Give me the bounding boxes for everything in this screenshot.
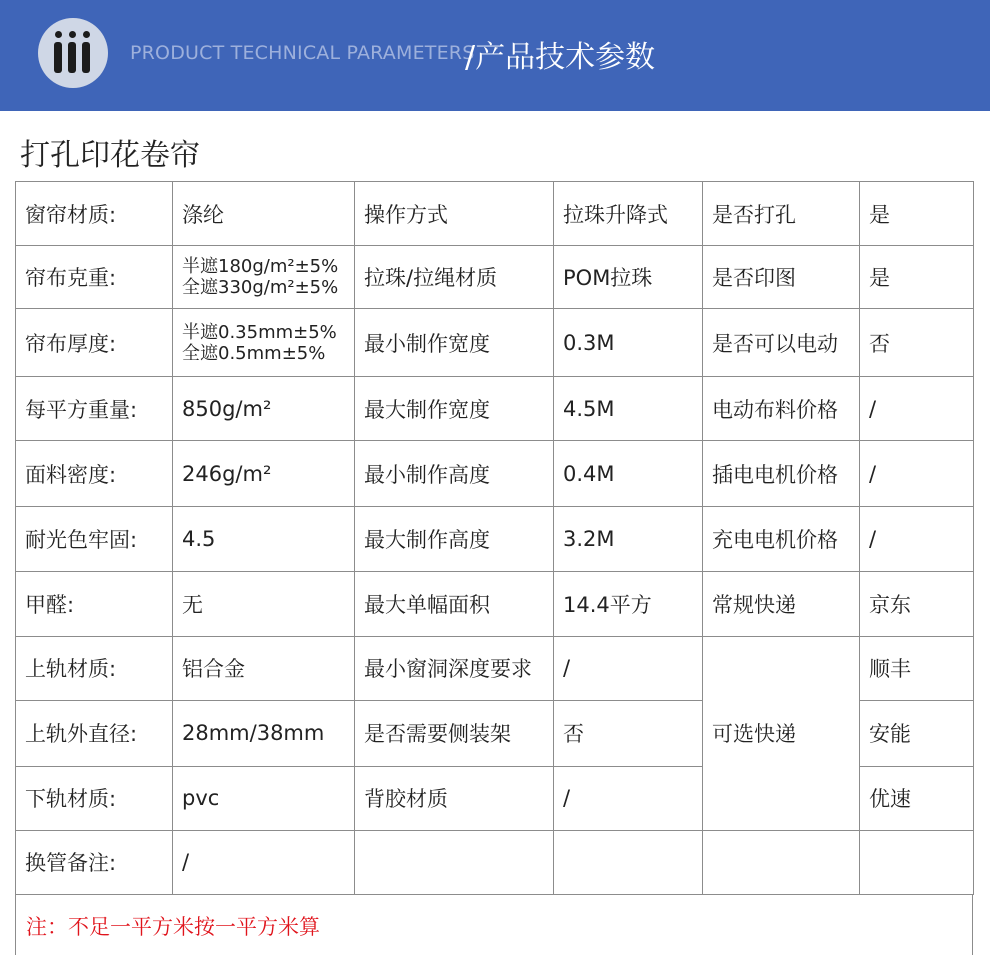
param-label: 最大制作宽度 [355,377,554,441]
logo-icon [38,18,108,88]
param-label: 是否需要侧装架 [355,700,554,766]
param-value: 涤纶 [173,182,355,246]
param-label: 最小制作宽度 [355,309,554,377]
param-value-line: 半遮0.35mm±5% [182,321,337,343]
param-label: 帘布厚度: [16,309,173,377]
table-row [16,572,974,636]
parameter-table [15,181,974,895]
param-value: / [554,766,703,830]
product-name: 打孔印花卷帘 [20,138,200,173]
param-label: 背胶材质 [355,766,554,830]
param-label: 上轨材质: [16,636,173,700]
param-label: 是否印图 [703,246,860,309]
param-value: / [860,507,974,572]
param-value: 14.4平方 [554,572,703,636]
param-value: / [860,441,974,507]
optional-express-label: 可选快递 [703,636,860,830]
header-banner [0,0,990,111]
param-value: 是 [860,246,974,309]
param-value: 京东 [860,572,974,636]
param-value: 28mm/38mm [173,700,355,766]
param-value: 无 [173,572,355,636]
param-value: 否 [860,309,974,377]
param-value: POM拉珠 [554,246,703,309]
param-value: 4.5 [173,507,355,572]
note-text: 注：不足一平方米按一平方米算 [26,915,320,939]
param-value: 246g/m² [173,441,355,507]
param-label: 操作方式 [355,182,554,246]
param-label: 下轨材质: [16,766,173,830]
table-row [16,377,974,441]
param-value: / [173,830,355,894]
param-label: 最大单幅面积 [355,572,554,636]
param-value-line: 全遮0.5mm±5% [182,342,326,364]
param-value [173,246,355,309]
param-label: 最小窗洞深度要求 [355,636,554,700]
param-label: 每平方重量: [16,377,173,441]
param-value: 顺丰 [860,636,974,700]
empty-cell [860,830,974,894]
param-value: 0.4M [554,441,703,507]
table-row [16,636,974,700]
param-label: 是否可以电动 [703,309,860,377]
param-label: 电动布料价格 [703,377,860,441]
param-label: 甲醛: [16,572,173,636]
param-value: 优速 [860,766,974,830]
param-value: pvc [173,766,355,830]
empty-cell [703,830,860,894]
param-value: 拉珠升降式 [554,182,703,246]
param-label: 最小制作高度 [355,441,554,507]
param-label: 换管备注: [16,830,173,894]
param-value: 铝合金 [173,636,355,700]
param-value-line: 全遮330g/m²±5% [182,277,339,299]
header-title-en: PRODUCT TECHNICAL PARAMETERS [130,42,475,64]
param-label: 最大制作高度 [355,507,554,572]
param-value: / [554,636,703,700]
note-box [15,895,973,955]
param-value-line: 半遮180g/m²±5% [182,256,339,278]
param-value: 0.3M [554,309,703,377]
param-value: 是 [860,182,974,246]
header-title-cn: /产品技术参数 [465,40,656,75]
table-row [16,441,974,507]
table-row [16,309,974,377]
param-value: 否 [554,700,703,766]
param-label: 充电电机价格 [703,507,860,572]
table-row [16,830,974,894]
table-row [16,507,974,572]
param-value: 3.2M [554,507,703,572]
param-value: 850g/m² [173,377,355,441]
param-label: 帘布克重: [16,246,173,309]
empty-cell [355,830,554,894]
param-value: / [860,377,974,441]
param-value: 安能 [860,700,974,766]
param-label: 上轨外直径: [16,700,173,766]
param-label: 是否打孔 [703,182,860,246]
table-row [16,182,974,246]
param-label: 拉珠/拉绳材质 [355,246,554,309]
empty-cell [554,830,703,894]
param-value: 4.5M [554,377,703,441]
param-label: 面料密度: [16,441,173,507]
table-row [16,246,974,309]
param-label: 常规快递 [703,572,860,636]
param-label: 耐光色牢固: [16,507,173,572]
param-label: 插电电机价格 [703,441,860,507]
param-label: 窗帘材质: [16,182,173,246]
param-value [173,309,355,377]
